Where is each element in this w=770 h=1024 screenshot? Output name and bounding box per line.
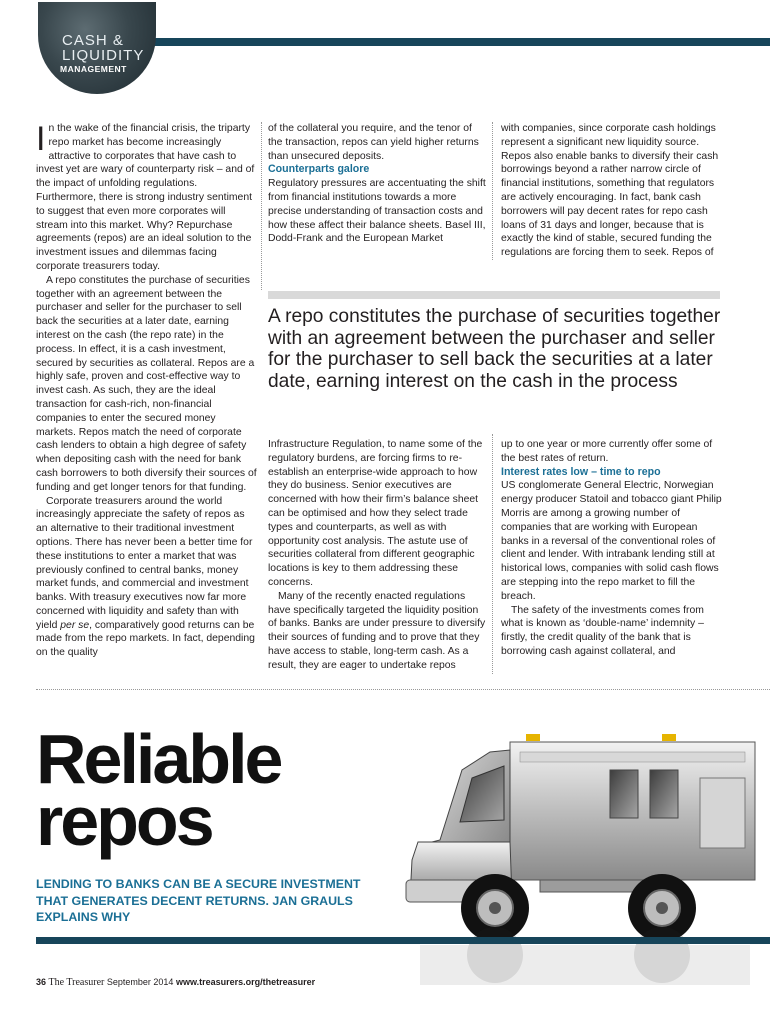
pull-quote-bar <box>268 291 720 299</box>
col1-para1: n the wake of the financial crisis, the triparty repo market has become increasingly attractive to corporates that have cash to invest yet are wary of counterparty risk – and of the impact of unfolding regulations. Furthermore, there is strong industry sentiment to suggest that even more corporates will stream into this market. Why? Repurchase agreements (repos) are an ideal solution to the investment issues and dilemmas facing corporate treasurers today. <box>36 123 255 272</box>
header-bar <box>150 38 770 46</box>
col3-para1: with companies, since corporate cash holdings represent a significant new liquidity source. Repos also enable banks to diversify their cash borrowings beyond a rather narrow circle of financial institutions, something that regulators are actively encouraging. In fact, bank cash borrowers will pay decent rates for repo cash loans of 31 days and longer, because that is exactly the kind of stable, secured funding the regulations are forcing them to seek. Repos of <box>501 123 719 259</box>
armoured-truck-illustration <box>400 730 760 1000</box>
title-line-2: repos <box>36 782 212 860</box>
standfirst: LENDING TO BANKS CAN BE A SECURE INVESTMENT THAT GENERATES DECENT RETURNS. JAN GRAULS EXPLAINS WHY <box>36 877 361 924</box>
section-label-line2: LIQUIDITY <box>62 47 145 64</box>
section-badge <box>38 2 156 94</box>
article-column-3-top <box>501 122 723 260</box>
column-divider <box>261 122 262 290</box>
col3-para4: The safety of the investments comes from what is known as ‘double-name’ indemnity – firstly, the credit quality of the bank that is borrowing cash against collateral, and <box>501 604 704 657</box>
section-label-line1: CASH & <box>62 32 124 49</box>
title-line-1: Reliable <box>36 720 281 798</box>
issue-date: September 2014 <box>106 977 174 987</box>
col3-para2: up to one year or more currently offer some of the best rates of return. <box>501 439 713 464</box>
col2-para3: Infrastructure Regulation, to name some of the regulatory burdens, are forcing firms to re-establish an enterprise-wide approach to how they do business. Senior executives are concerned with how their firm’s balance sheet can be optimised and how they select trade types and counterparts, as well as with opportunity cost analysis. The astute use of securities collateral from different geographic locations is key to them addressing these concerns. <box>268 439 483 588</box>
article-column-2-bottom <box>268 438 488 673</box>
footer-bar <box>36 937 770 944</box>
section-label-line3: MANAGEMENT <box>60 64 127 74</box>
article-column-2-top <box>268 122 488 246</box>
col2-para2: Regulatory pressures are accentuating the shift from financial institutions towards a more precise understanding of transaction costs and how these affect their balance sheets. Basel III, Dodd-Frank and the European Market <box>268 178 486 245</box>
col1-para2: A repo constitutes the purchase of securities together with an agreement between the purchaser and seller for the purchaser to sell back the securities at a later date, earning interest on the cash (the repo rate) in the process. In effect, it is a cash investment, secured by securities as collateral. Repos are a highly safe, proven and cost-effective way to invest cash. As such, they are the ideal transaction for cash-rich, non-financial companies to enter the secured money markets. Repos match the need of corporate cash lenders to obtain a high degree of safety when depositing cash with the need for bank cash borrowers to both diversify their sources of funding and get longer tenors for that funding. <box>36 274 257 493</box>
drop-cap: I <box>36 120 46 158</box>
subheading-interest-rates: Interest rates low – time to repo <box>501 465 661 478</box>
page-footer <box>36 977 315 988</box>
pull-quote: A repo constitutes the purchase of securities together with an agreement between the purchaser and seller for the purchaser to sell back the securities at a later date, earning interest on the cash in the process <box>268 306 721 392</box>
section-divider <box>36 689 770 690</box>
col2-para1: of the collateral you require, and the tenor of the transaction, repos can yield higher returns than unsecured deposits. <box>268 123 479 162</box>
article-title <box>36 720 281 860</box>
column-divider <box>492 434 493 674</box>
col2-para4: Many of the recently enacted regulations have specifically targeted the liquidity position of banks. Banks are under pressure to diversify their sources of funding and to prove that they have access to stable, long-term cash. As a result, they are eager to undertake repos <box>268 590 486 671</box>
col1-para3: Corporate treasurers around the world increasingly appreciate the safety of repos as an alternative to their traditional investment options. There has never been a better time for these institutions to enter a market that was previously confined to central banks, money market funds, and commercial and investment banks. With treasury executives now far more concerned with liquidity and safety than with yield per se, comparatively good returns can be made from the repo markets. In fact, depending on the quality <box>36 495 255 659</box>
publication-name: The Treasurer <box>48 977 105 988</box>
article-column-3-bottom <box>501 438 723 659</box>
col3-para3: US conglomerate General Electric, Norwegian energy producer Statoil and tobacco giant Philip Morris are among a growing number of companies that are working with European banks in a reversal of the conventional roles of client and lender. With intrabank lending still at historical lows, companies with solid cash flows are stepping into the repo market to fill the breach. <box>501 480 722 602</box>
column-divider <box>492 122 493 260</box>
subheading-counterparts: Counterparts galore <box>268 163 370 176</box>
article-column-1 <box>36 122 258 660</box>
website-link[interactable]: www.treasurers.org/thetreasurer <box>175 977 316 987</box>
page-number: 36 <box>36 977 47 987</box>
